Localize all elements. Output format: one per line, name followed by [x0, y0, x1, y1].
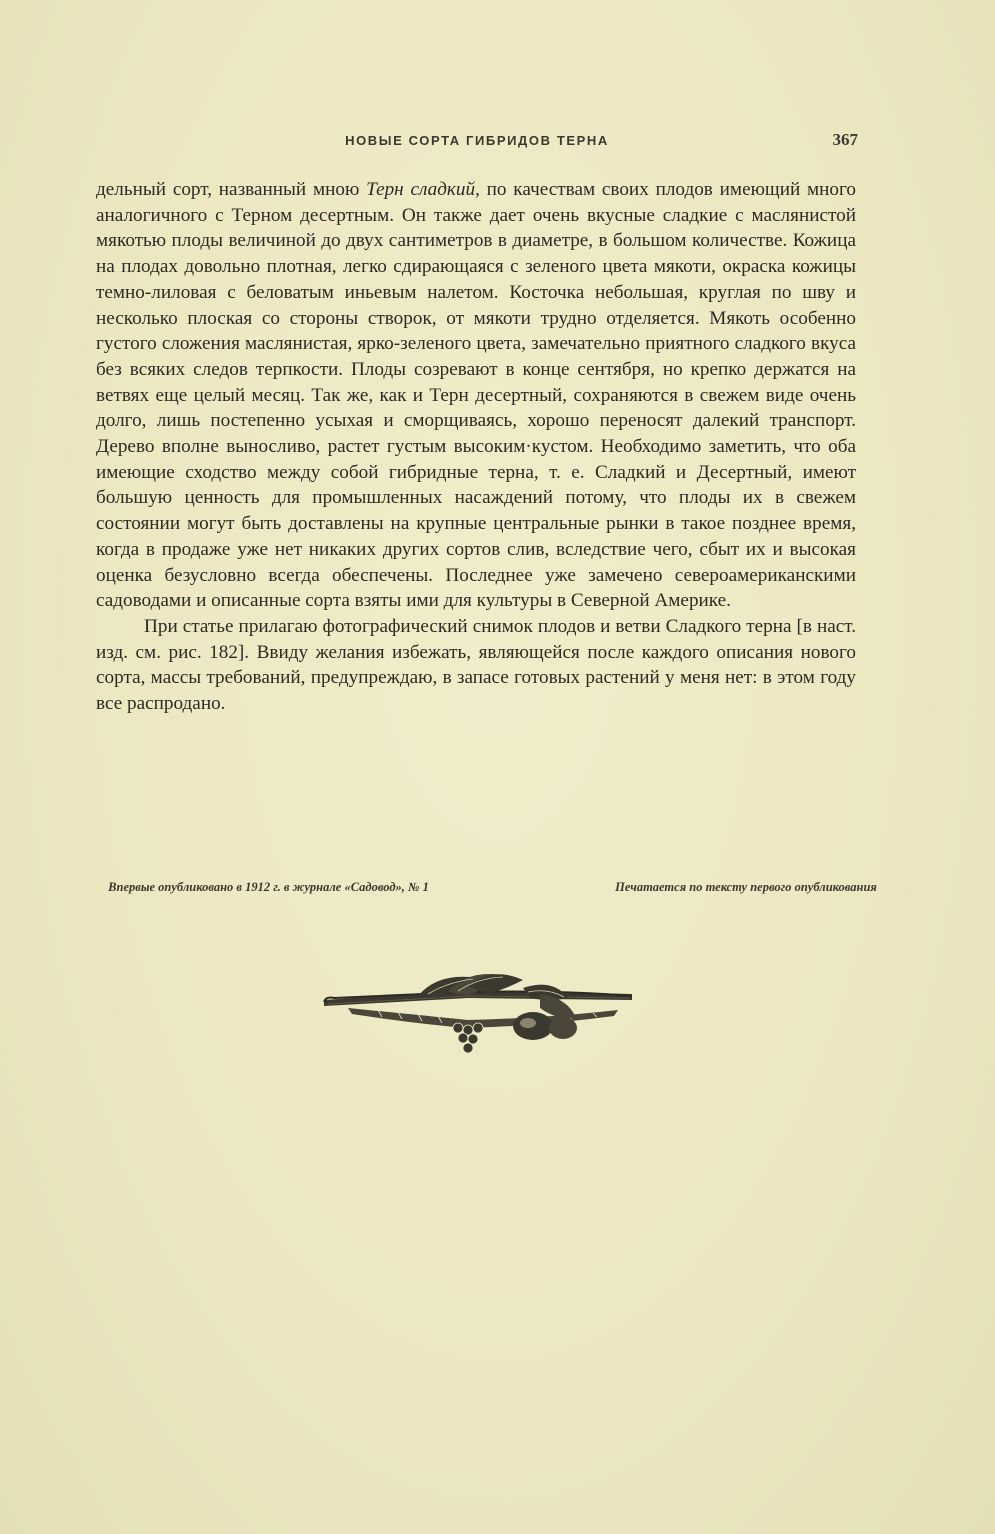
- running-title: НОВЫЕ СОРТА ГИБРИДОВ ТЕРНА: [345, 133, 609, 148]
- paragraph-1: [96, 177, 856, 614]
- paragraph-2: При статье прилагаю фотографический снимок плодов и ветви Сладкого терна [в наст. изд. см. рис. 182]. Ввиду желания избежать, являющейся после каждого описания нового сорта, массы требований, предупреждаю, в запасе готовых растений у меня нет: в этом году все распродано.: [96, 615, 856, 715]
- page-number: 367: [832, 130, 858, 149]
- source-note: Печатается по тексту первого опубликования: [615, 880, 877, 894]
- paragraph-1-rest: , по качествам своих плодов имеющий много аналогичного с Терном десертным. Он также дает очень вкусные сладкие с маслянистой мякотью плоды величиной до двух сантиметров в диаметре, в большом количестве. Кожица на плодах довольно плотная, легко сдирающаяся с зеленого цвета мякоти, окраска кожицы темно-лиловая с беловатым иньевым налетом. Косточка небольшая, круглая по шву и несколько плоская со стороны створок, от мякоти трудно отделяется. Мякоть особенно густого сложения маслянистая, ярко-зеленого цвета, замечательно приятного сладкого вкуса без всяких следов терпкости. Плоды созревают в конце сентября, но крепко держатся на ветвях еще целый месяц. Так же, как и Терн десертный, сохраняются в свежем виде очень долго, лишь постепенно усыхая и сморщиваясь, хорошо переносят далекий транспорт. Дерево вполне выносливо, растет густым высоким·кустом. Необходимо заметить, что оба имеющие сходство между собой гибридные терна, т. е. Сладкий и Десертный, имеют большую ценность для промышленных насаждений потому, что плоды их в свежем состоянии могут быть доставлены на крупные центральные рынки в такое позднее время, когда в продаже уже нет никаких других сортов слив, вследствие чего, сбыт их и высокая оценка безусловно всегда обеспечены. Последнее уже замечено североамериканскими садоводами и описанные сорта взяты ими для культуры в Северной Америке.: [96, 179, 857, 612]
- publication-note: Впервые опубликовано в 1912 г. в журнале «Садовод», № 1: [108, 880, 429, 894]
- paragraph-1-start: дельный сорт, названный мною: [96, 179, 367, 200]
- running-head: [96, 131, 858, 153]
- body-text: [96, 177, 856, 717]
- variety-name-italic: Терн сладкий: [366, 179, 476, 200]
- fruit-garland-ornament-icon: [318, 968, 638, 1058]
